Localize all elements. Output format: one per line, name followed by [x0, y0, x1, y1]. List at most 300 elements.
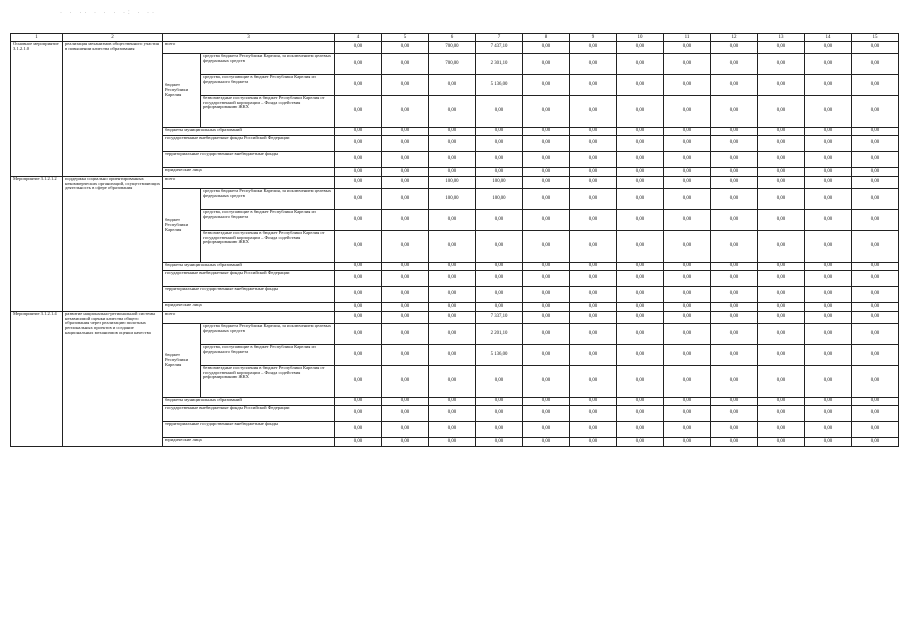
value-cell: 0,00	[617, 42, 664, 54]
value-cell: 0,00	[523, 152, 570, 168]
value-cell: 0,00	[335, 177, 382, 189]
value-cell: 0,00	[852, 75, 899, 96]
header-cell: 15	[852, 34, 899, 42]
value-cell: 0,00	[711, 128, 758, 136]
value-cell: 0,00	[711, 271, 758, 287]
header-cell: 3	[163, 34, 335, 42]
value-cell: 0,00	[852, 303, 899, 312]
value-cell: 0,00	[711, 231, 758, 263]
value-cell: 0,00	[758, 324, 805, 345]
value-cell: 0,00	[852, 189, 899, 210]
value-cell: 0,00	[852, 438, 899, 447]
value-cell: 0,00	[429, 324, 476, 345]
source-label: юридические лица	[163, 303, 335, 312]
value-cell: 0,00	[476, 168, 523, 177]
header-cell: 1	[11, 34, 63, 42]
value-cell: 0,00	[852, 54, 899, 75]
value-cell: 0,00	[382, 271, 429, 287]
value-cell: 0,00	[523, 406, 570, 422]
value-cell: 0,00	[523, 231, 570, 263]
value-cell: 0,00	[805, 366, 852, 398]
source-label: территориальные государственные внебюджетные фонды	[163, 422, 335, 438]
scan-noise: · · ·· · · · ·: · ··	[60, 10, 157, 16]
source-label: средства бюджета Республики Карелия, за исключением целевых федеральных средств	[201, 54, 335, 75]
value-cell: 0,00	[382, 312, 429, 324]
value-cell: 0,00	[570, 42, 617, 54]
value-cell: 0,00	[852, 366, 899, 398]
value-cell: 0,00	[711, 398, 758, 406]
value-cell: 7 437,10	[476, 42, 523, 54]
value-cell: 0,00	[382, 231, 429, 263]
value-cell: 0,00	[617, 312, 664, 324]
value-cell: 0,00	[711, 152, 758, 168]
value-cell: 0,00	[429, 303, 476, 312]
value-cell: 0,00	[617, 210, 664, 231]
value-cell: 0,00	[617, 345, 664, 366]
value-cell: 0,00	[335, 324, 382, 345]
value-cell: 0,00	[711, 422, 758, 438]
header-cell: 11	[664, 34, 711, 42]
budget-rk-label: бюджет Республики Карелия	[163, 189, 201, 263]
value-cell: 0,00	[852, 168, 899, 177]
value-cell: 0,00	[382, 128, 429, 136]
value-cell: 0,00	[617, 136, 664, 152]
value-cell: 0,00	[617, 406, 664, 422]
value-cell: 0,00	[805, 75, 852, 96]
value-cell: 0,00	[852, 96, 899, 128]
source-label: территориальные государственные внебюджетные фонды	[163, 152, 335, 168]
value-cell: 0,00	[570, 345, 617, 366]
value-cell: 0,00	[711, 42, 758, 54]
value-cell: 0,00	[711, 168, 758, 177]
value-cell: 0,00	[570, 406, 617, 422]
value-cell: 0,00	[382, 303, 429, 312]
value-cell: 0,00	[523, 168, 570, 177]
value-cell: 700,00	[429, 42, 476, 54]
value-cell: 0,00	[664, 312, 711, 324]
header-cell: 14	[805, 34, 852, 42]
value-cell: 0,00	[711, 406, 758, 422]
value-cell: 0,00	[570, 287, 617, 303]
value-cell: 0,00	[523, 398, 570, 406]
source-label: средства бюджета Республики Карелия, за исключением целевых федеральных средств	[201, 189, 335, 210]
value-cell: 0,00	[805, 231, 852, 263]
activity-code-cell: Мероприятие 3.1.2.1.4	[11, 312, 63, 447]
value-cell: 0,00	[382, 75, 429, 96]
value-cell: 0,00	[852, 312, 899, 324]
value-cell: 0,00	[570, 152, 617, 168]
value-cell: 0,00	[382, 438, 429, 447]
source-label: безвозмездные поступления в бюджет Республики Карелия от государственной корпорации – Фонда содействия реформированию ЖКХ	[201, 366, 335, 398]
value-cell: 0,00	[382, 210, 429, 231]
value-cell: 7 337,10	[476, 312, 523, 324]
value-cell: 0,00	[852, 128, 899, 136]
value-cell: 0,00	[758, 96, 805, 128]
value-cell: 0,00	[664, 287, 711, 303]
value-cell: 0,00	[523, 324, 570, 345]
value-cell: 0,00	[476, 136, 523, 152]
value-cell: 0,00	[429, 438, 476, 447]
value-cell: 0,00	[570, 422, 617, 438]
value-cell: 0,00	[758, 271, 805, 287]
value-cell: 0,00	[335, 263, 382, 271]
value-cell: 0,00	[570, 312, 617, 324]
value-cell: 0,00	[758, 345, 805, 366]
value-cell: 0,00	[852, 271, 899, 287]
value-cell: 0,00	[335, 438, 382, 447]
source-label: всего	[163, 312, 335, 324]
value-cell: 0,00	[805, 438, 852, 447]
value-cell: 0,00	[382, 96, 429, 128]
value-cell: 0,00	[664, 75, 711, 96]
value-cell: 0,00	[664, 438, 711, 447]
source-label: средства, поступающие в бюджет Республики Карелия из федерального бюджета	[201, 75, 335, 96]
value-cell: 0,00	[523, 422, 570, 438]
value-cell: 0,00	[523, 96, 570, 128]
value-cell: 0,00	[335, 96, 382, 128]
value-cell: 0,00	[711, 287, 758, 303]
value-cell: 0,00	[476, 96, 523, 128]
value-cell: 0,00	[664, 366, 711, 398]
value-cell: 0,00	[523, 263, 570, 271]
value-cell: 5 136,00	[476, 75, 523, 96]
value-cell: 0,00	[476, 287, 523, 303]
value-cell: 0,00	[664, 168, 711, 177]
value-cell: 0,00	[335, 398, 382, 406]
value-cell: 100,00	[476, 177, 523, 189]
value-cell: 0,00	[570, 398, 617, 406]
value-cell: 0,00	[664, 271, 711, 287]
value-cell: 0,00	[570, 128, 617, 136]
value-cell: 0,00	[758, 366, 805, 398]
value-cell: 0,00	[852, 324, 899, 345]
value-cell: 0,00	[429, 422, 476, 438]
value-cell: 0,00	[852, 136, 899, 152]
value-cell: 0,00	[711, 210, 758, 231]
value-cell: 0,00	[617, 152, 664, 168]
source-label: территориальные государственные внебюджетные фонды	[163, 287, 335, 303]
value-cell: 0,00	[429, 168, 476, 177]
value-cell: 0,00	[570, 54, 617, 75]
value-cell: 0,00	[664, 422, 711, 438]
value-cell: 0,00	[429, 152, 476, 168]
value-cell: 0,00	[335, 210, 382, 231]
value-cell: 0,00	[758, 303, 805, 312]
value-cell: 0,00	[805, 168, 852, 177]
value-cell: 0,00	[570, 231, 617, 263]
value-cell: 0,00	[382, 189, 429, 210]
value-cell: 0,00	[805, 42, 852, 54]
value-cell: 0,00	[758, 398, 805, 406]
value-cell: 0,00	[852, 152, 899, 168]
value-cell: 0,00	[758, 312, 805, 324]
value-cell: 0,00	[523, 42, 570, 54]
value-cell: 0,00	[570, 366, 617, 398]
value-cell: 0,00	[570, 324, 617, 345]
value-cell: 0,00	[382, 177, 429, 189]
value-cell: 0,00	[570, 177, 617, 189]
value-cell: 0,00	[664, 152, 711, 168]
budget-rk-label: бюджет Республики Карелия	[163, 54, 201, 128]
document-page	[10, 33, 899, 447]
header-cell: 7	[476, 34, 523, 42]
source-label: государственные внебюджетные фонды Российской Федерации	[163, 406, 335, 422]
value-cell: 0,00	[382, 42, 429, 54]
value-cell: 0,00	[429, 366, 476, 398]
value-cell: 0,00	[805, 54, 852, 75]
budget-rk-label: бюджет Республики Карелия	[163, 324, 201, 398]
value-cell: 2 301,10	[476, 54, 523, 75]
value-cell: 0,00	[758, 136, 805, 152]
value-cell: 0,00	[429, 75, 476, 96]
value-cell: 0,00	[852, 406, 899, 422]
value-cell: 0,00	[852, 287, 899, 303]
value-cell: 0,00	[852, 231, 899, 263]
value-cell: 0,00	[429, 136, 476, 152]
value-cell: 0,00	[805, 128, 852, 136]
value-cell: 0,00	[523, 345, 570, 366]
value-cell: 0,00	[429, 128, 476, 136]
value-cell: 0,00	[429, 287, 476, 303]
value-cell: 0,00	[570, 168, 617, 177]
value-cell: 0,00	[758, 406, 805, 422]
value-cell: 0,00	[664, 136, 711, 152]
header-cell: 4	[335, 34, 382, 42]
value-cell: 0,00	[664, 54, 711, 75]
value-cell: 5 136,00	[476, 345, 523, 366]
value-cell: 0,00	[523, 303, 570, 312]
value-cell: 0,00	[758, 128, 805, 136]
value-cell: 0,00	[523, 177, 570, 189]
value-cell: 0,00	[664, 345, 711, 366]
value-cell: 0,00	[523, 366, 570, 398]
value-cell: 0,00	[758, 152, 805, 168]
value-cell: 0,00	[664, 406, 711, 422]
value-cell: 0,00	[335, 287, 382, 303]
source-label: бюджеты муниципальных образований	[163, 263, 335, 271]
value-cell: 0,00	[758, 210, 805, 231]
value-cell: 0,00	[805, 96, 852, 128]
value-cell: 0,00	[429, 210, 476, 231]
source-label: безвозмездные поступления в бюджет Республики Карелия от государственной корпорации – Фонда содействия реформированию ЖКХ	[201, 96, 335, 128]
value-cell: 0,00	[711, 263, 758, 271]
value-cell: 0,00	[570, 303, 617, 312]
header-cell: 10	[617, 34, 664, 42]
value-cell: 0,00	[335, 42, 382, 54]
value-cell: 0,00	[523, 189, 570, 210]
value-cell: 0,00	[523, 271, 570, 287]
value-cell: 0,00	[523, 128, 570, 136]
value-cell: 0,00	[570, 263, 617, 271]
value-cell: 700,00	[429, 54, 476, 75]
value-cell: 0,00	[617, 422, 664, 438]
value-cell: 0,00	[335, 422, 382, 438]
value-cell: 0,00	[617, 75, 664, 96]
value-cell: 0,00	[429, 345, 476, 366]
value-cell: 0,00	[617, 303, 664, 312]
value-cell: 0,00	[570, 136, 617, 152]
value-cell: 0,00	[805, 210, 852, 231]
source-label: юридические лица	[163, 168, 335, 177]
activity-description-cell: развитие национально-региональной системы независимой оценки качества общего образования через реализацию пилотных региональных проектов и создание национальных механизмов оценки качества	[63, 312, 163, 447]
value-cell: 0,00	[617, 54, 664, 75]
source-label: бюджеты муниципальных образований	[163, 398, 335, 406]
value-cell: 0,00	[664, 398, 711, 406]
value-cell: 0,00	[664, 42, 711, 54]
value-cell: 0,00	[617, 177, 664, 189]
value-cell: 0,00	[805, 312, 852, 324]
value-cell: 0,00	[335, 54, 382, 75]
value-cell: 0,00	[382, 324, 429, 345]
value-cell: 0,00	[570, 96, 617, 128]
value-cell: 0,00	[617, 128, 664, 136]
header-cell: 13	[758, 34, 805, 42]
value-cell: 0,00	[476, 303, 523, 312]
value-cell: 0,00	[852, 210, 899, 231]
value-cell: 0,00	[335, 406, 382, 422]
value-cell: 0,00	[711, 345, 758, 366]
header-cell: 9	[570, 34, 617, 42]
activity-code-cell: Основное мероприятие 3.1.2.1.0	[11, 42, 63, 177]
value-cell: 0,00	[711, 96, 758, 128]
value-cell: 0,00	[711, 312, 758, 324]
value-cell: 0,00	[805, 345, 852, 366]
value-cell: 0,00	[335, 345, 382, 366]
value-cell: 0,00	[617, 398, 664, 406]
value-cell: 0,00	[335, 152, 382, 168]
source-label: безвозмездные поступления в бюджет Республики Карелия от государственной корпорации – Фонда содействия реформированию ЖКХ	[201, 231, 335, 263]
value-cell: 0,00	[664, 96, 711, 128]
value-cell: 0,00	[617, 263, 664, 271]
value-cell: 0,00	[711, 75, 758, 96]
value-cell: 0,00	[335, 231, 382, 263]
value-cell: 0,00	[758, 231, 805, 263]
source-label: всего	[163, 177, 335, 189]
budget-table	[10, 33, 899, 447]
header-cell: 12	[711, 34, 758, 42]
value-cell: 0,00	[523, 75, 570, 96]
value-cell: 0,00	[805, 398, 852, 406]
value-cell: 0,00	[758, 422, 805, 438]
value-cell: 0,00	[617, 189, 664, 210]
value-cell: 0,00	[476, 210, 523, 231]
value-cell: 0,00	[382, 287, 429, 303]
value-cell: 0,00	[382, 136, 429, 152]
value-cell: 0,00	[758, 168, 805, 177]
value-cell: 0,00	[429, 271, 476, 287]
activity-description-cell: реализация механизмов общественного участия в повышении качества образования	[63, 42, 163, 177]
value-cell: 0,00	[476, 438, 523, 447]
value-cell: 0,00	[335, 189, 382, 210]
value-cell: 100,00	[429, 189, 476, 210]
header-row	[11, 34, 899, 42]
value-cell: 0,00	[570, 271, 617, 287]
value-cell: 0,00	[617, 271, 664, 287]
value-cell: 0,00	[335, 366, 382, 398]
value-cell: 0,00	[664, 324, 711, 345]
value-cell: 0,00	[523, 136, 570, 152]
value-cell: 0,00	[335, 303, 382, 312]
value-cell: 0,00	[476, 231, 523, 263]
source-label: средства, поступающие в бюджет Республики Карелия из федерального бюджета	[201, 210, 335, 231]
value-cell: 0,00	[805, 189, 852, 210]
value-cell: 0,00	[335, 128, 382, 136]
value-cell: 0,00	[570, 438, 617, 447]
value-cell: 0,00	[758, 287, 805, 303]
value-cell: 0,00	[711, 438, 758, 447]
value-cell: 0,00	[476, 366, 523, 398]
value-cell: 0,00	[852, 398, 899, 406]
value-cell: 0,00	[335, 136, 382, 152]
value-cell: 0,00	[852, 177, 899, 189]
value-cell: 0,00	[664, 189, 711, 210]
value-cell: 0,00	[429, 406, 476, 422]
value-cell: 0,00	[382, 168, 429, 177]
value-cell: 2 201,10	[476, 324, 523, 345]
value-cell: 0,00	[805, 271, 852, 287]
value-cell: 0,00	[758, 189, 805, 210]
value-cell: 0,00	[382, 263, 429, 271]
value-cell: 0,00	[805, 324, 852, 345]
value-cell: 0,00	[476, 128, 523, 136]
value-cell: 0,00	[617, 168, 664, 177]
value-cell: 0,00	[382, 406, 429, 422]
value-cell: 0,00	[476, 406, 523, 422]
source-label: средства, поступающие в бюджет Республики Карелия из федерального бюджета	[201, 345, 335, 366]
value-cell: 0,00	[758, 177, 805, 189]
value-cell: 0,00	[711, 136, 758, 152]
value-cell: 100,00	[476, 189, 523, 210]
source-label: юридические лица	[163, 438, 335, 447]
value-cell: 0,00	[805, 263, 852, 271]
value-cell: 0,00	[805, 303, 852, 312]
activity-description-cell: поддержка социально ориентированных некоммерческих организаций, осуществляющих деятельность в сфере образования	[63, 177, 163, 312]
value-cell: 0,00	[805, 177, 852, 189]
value-cell: 0,00	[617, 324, 664, 345]
value-cell: 0,00	[429, 263, 476, 271]
value-cell: 0,00	[852, 263, 899, 271]
value-cell: 0,00	[664, 231, 711, 263]
value-cell: 0,00	[429, 96, 476, 128]
value-cell: 0,00	[664, 263, 711, 271]
source-label: бюджеты муниципальных образований	[163, 128, 335, 136]
source-label: средства бюджета Республики Карелия, за исключением целевых федеральных средств	[201, 324, 335, 345]
table-row	[11, 312, 899, 324]
value-cell: 0,00	[664, 210, 711, 231]
value-cell: 0,00	[382, 422, 429, 438]
value-cell: 0,00	[664, 177, 711, 189]
value-cell: 0,00	[711, 54, 758, 75]
value-cell: 0,00	[570, 210, 617, 231]
value-cell: 0,00	[429, 231, 476, 263]
value-cell: 0,00	[617, 366, 664, 398]
value-cell: 100,00	[429, 177, 476, 189]
source-label: всего	[163, 42, 335, 54]
value-cell: 0,00	[617, 287, 664, 303]
header-cell: 8	[523, 34, 570, 42]
value-cell: 0,00	[476, 398, 523, 406]
value-cell: 0,00	[805, 422, 852, 438]
value-cell: 0,00	[429, 312, 476, 324]
value-cell: 0,00	[523, 210, 570, 231]
value-cell: 0,00	[523, 287, 570, 303]
value-cell: 0,00	[664, 303, 711, 312]
value-cell: 0,00	[711, 189, 758, 210]
value-cell: 0,00	[711, 177, 758, 189]
value-cell: 0,00	[805, 406, 852, 422]
value-cell: 0,00	[476, 152, 523, 168]
value-cell: 0,00	[335, 168, 382, 177]
